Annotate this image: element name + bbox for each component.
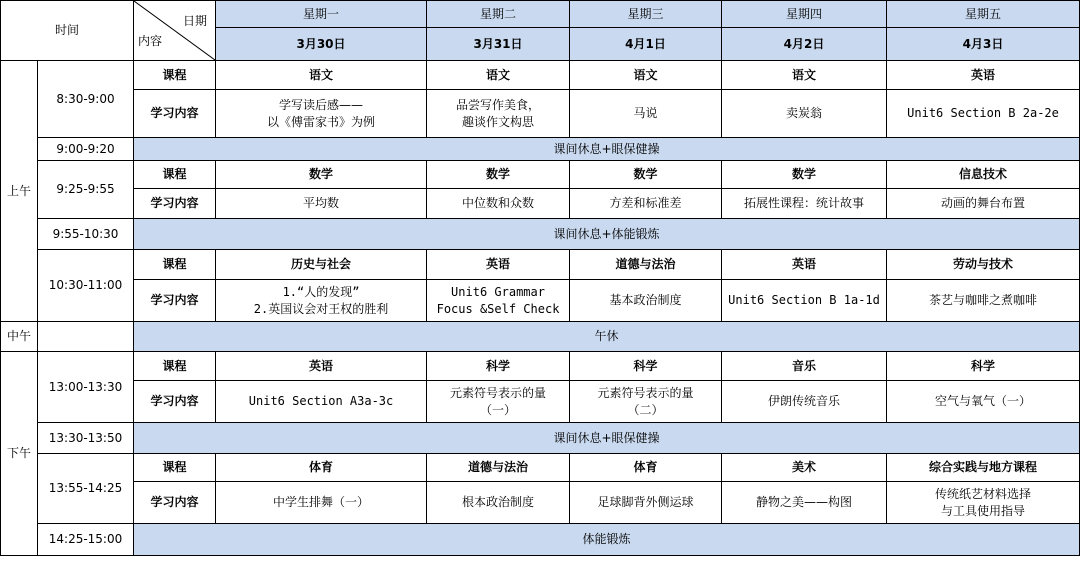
course-cell: 语文 [722,61,887,90]
course-cell: 数学 [427,161,570,189]
course-cell: 音乐 [722,352,887,381]
course-cell: 英语 [722,250,887,280]
content-line: 2.英国议会对王权的胜利 [253,301,389,316]
content-line: 基本政治制度 [609,293,682,307]
table-row [1,61,1080,90]
break-text: 午休 [134,322,1080,352]
content-line: 足球脚背外侧运球 [597,495,694,509]
content-cell [216,189,427,219]
date-header: 4月3日 [887,28,1080,61]
content-line: 方差和标准差 [609,196,682,210]
course-cell: 信息技术 [887,161,1080,189]
content-cell [216,280,427,322]
diagonal-header [134,1,216,61]
content-line: （一） [480,402,517,417]
content-line: Unit6 Grammar [451,284,545,299]
content-line: 元素符号表示的量 [597,385,694,400]
table-row [1,423,1080,454]
content-line: 卖炭翁 [786,106,823,120]
content-line: 中学生排舞（一） [273,495,370,509]
diagonal-line [134,1,215,60]
content-cell [887,90,1080,138]
time-header: 时间 [1,1,134,61]
content-cell [570,381,722,423]
content-line: Unit6 Section B 2a-2e [907,106,1059,120]
time-slot: 10:30-11:00 [38,250,134,322]
content-line: 品尝写作美食， [456,97,541,112]
course-cell: 语文 [570,61,722,90]
content-cell [722,381,887,423]
content-row-label: 学习内容 [134,90,216,138]
content-line: 拓展性课程：统计故事 [744,196,865,210]
content-line: 元素符号表示的量 [450,385,547,400]
course-cell: 道德与法治 [427,454,570,482]
content-cell [887,482,1080,524]
table-row [1,322,1080,352]
date-header: 3月30日 [216,28,427,61]
content-line: 以《傅雷家书》为例 [267,114,376,129]
course-cell: 英语 [427,250,570,280]
content-line: 中位数和众数 [462,196,535,210]
table-row [1,161,1080,189]
course-cell: 综合实践与地方课程 [887,454,1080,482]
content-line: 空气与氧气（一） [935,394,1032,408]
content-line: Unit6 Section A3a-3c [248,394,394,408]
content-line: 传统纸艺材料选择 [935,486,1032,501]
content-line: 伊朗传统音乐 [768,394,841,408]
content-row-label: 学习内容 [134,381,216,423]
table-row [1,381,1080,423]
date-header: 3月31日 [427,28,570,61]
course-row-label: 课程 [134,161,216,189]
diag-date-label: 日期 [183,14,208,28]
course-cell: 英语 [887,61,1080,90]
break-time: 9:00-9:20 [38,138,134,161]
table-row [1,454,1080,482]
time-slot: 8:30-9:00 [38,61,134,138]
course-cell: 数学 [570,161,722,189]
date-header: 4月2日 [722,28,887,61]
content-line: Unit6 Section B 1a-1d [728,293,880,307]
break-text: 课间休息+眼保健操 [134,138,1080,161]
content-line: 茶艺与咖啡之煮咖啡 [929,293,1038,307]
course-row-label: 课程 [134,454,216,482]
schedule-body [1,1,1080,556]
course-cell: 科学 [570,352,722,381]
diag-content-label: 内容 [138,34,163,48]
content-cell [722,189,887,219]
content-cell [887,381,1080,423]
course-cell: 英语 [216,352,427,381]
content-cell [570,189,722,219]
content-cell [570,482,722,524]
course-row-label: 课程 [134,352,216,381]
content-cell [427,482,570,524]
table-row [1,482,1080,524]
break-text: 课间休息+体能锻炼 [134,219,1080,250]
time-slot: 9:25-9:55 [38,161,134,219]
period-label: 上午 [1,61,38,322]
break-time: 14:25-15:00 [38,524,134,556]
content-cell [427,189,570,219]
course-cell: 科学 [427,352,570,381]
table-row [1,352,1080,381]
table-row [1,250,1080,280]
content-cell [216,482,427,524]
weekday-header: 星期五 [887,1,1080,28]
weekday-header: 星期四 [722,1,887,28]
content-cell [427,280,570,322]
content-cell [427,381,570,423]
table-row [1,1,1080,28]
course-cell: 数学 [216,161,427,189]
content-line: （二） [627,402,664,417]
content-line: 平均数 [303,196,340,210]
content-line: 动画的舞台布置 [941,196,1026,210]
course-cell: 美术 [722,454,887,482]
break-time [38,322,134,352]
content-cell [216,90,427,138]
content-line: 与工具使用指导 [941,503,1026,518]
time-slot: 13:55-14:25 [38,454,134,524]
content-line: 学写读后感—— [279,97,364,112]
content-line: 根本政治制度 [462,495,535,509]
table-row [1,189,1080,219]
break-time: 9:55-10:30 [38,219,134,250]
content-line: 马说 [633,106,658,120]
content-cell [570,280,722,322]
course-cell: 体育 [570,454,722,482]
period-label: 中午 [1,322,38,352]
weekday-header: 星期二 [427,1,570,28]
content-cell [722,482,887,524]
table-row [1,280,1080,322]
content-line: 趣谈作文构思 [462,114,535,129]
content-line: Focus &Self Check [436,301,560,316]
content-cell [216,381,427,423]
content-line: 1.“人的发现” [282,284,360,299]
course-cell: 科学 [887,352,1080,381]
table-row [1,219,1080,250]
time-slot: 13:00-13:30 [38,352,134,423]
course-cell: 历史与社会 [216,250,427,280]
weekday-header: 星期一 [216,1,427,28]
content-row-label: 学习内容 [134,280,216,322]
break-text: 课间休息+眼保健操 [134,423,1080,454]
course-cell: 劳动与技术 [887,250,1080,280]
course-cell: 数学 [722,161,887,189]
course-cell: 道德与法治 [570,250,722,280]
weekday-header: 星期三 [570,1,722,28]
content-row-label: 学习内容 [134,482,216,524]
course-row-label: 课程 [134,61,216,90]
table-row [1,138,1080,161]
content-cell [427,90,570,138]
content-cell [570,90,722,138]
content-cell [887,280,1080,322]
table-row [1,90,1080,138]
content-cell [887,189,1080,219]
course-cell: 语文 [216,61,427,90]
content-cell [722,280,887,322]
content-line: 静物之美——构图 [756,495,853,509]
content-cell [722,90,887,138]
course-row-label: 课程 [134,250,216,280]
break-time: 13:30-13:50 [38,423,134,454]
course-cell: 体育 [216,454,427,482]
break-text: 体能锻炼 [134,524,1080,556]
period-label: 下午 [1,352,38,556]
table-row [1,524,1080,556]
content-row-label: 学习内容 [134,189,216,219]
course-cell: 语文 [427,61,570,90]
date-header: 4月1日 [570,28,722,61]
